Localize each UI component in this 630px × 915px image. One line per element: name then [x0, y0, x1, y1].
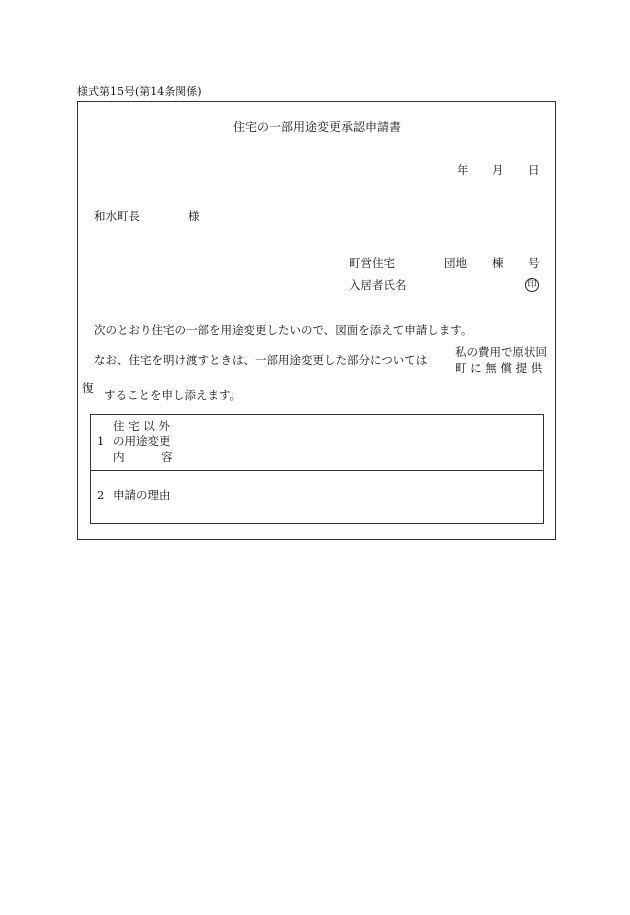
- body-line-1: 次のとおり住宅の一部を用途変更したいので、図面を添えて申請します。: [94, 323, 473, 337]
- seal-mark: 印: [525, 278, 539, 292]
- addressee-name: 和水町長: [94, 209, 140, 223]
- row2-number: 2: [97, 488, 105, 502]
- row1-label-line3-a: 内: [113, 450, 125, 464]
- row1-label-line2: の用途変更: [113, 434, 171, 448]
- form-number: 様式第15号(第14条関係): [77, 85, 202, 98]
- row1-label-line1: 住 宅 以 外: [113, 419, 170, 433]
- option-restore: 私の費用で原状回: [455, 345, 547, 359]
- date-day-label: 日: [528, 163, 540, 177]
- option-donate: 町 に 無 償 提 供: [455, 361, 543, 375]
- building-label: 棟: [492, 256, 504, 270]
- resident-name-label: 入居者氏名: [349, 278, 407, 292]
- body-line-3: することを申し添えます。: [104, 388, 242, 402]
- body-line-2: なお、住宅を明け渡すときは、一部用途変更した部分については: [94, 353, 428, 367]
- document-title: 住宅の一部用途変更承認申請書: [233, 120, 402, 134]
- body-fuku: 復: [82, 381, 94, 395]
- date-year-label: 年: [457, 163, 469, 177]
- housing-label: 町営住宅: [349, 256, 395, 270]
- date-month-label: 月: [492, 163, 504, 177]
- row1-number: 1: [97, 434, 105, 448]
- row1-label-line3-b: 容: [161, 450, 173, 464]
- number-label: 号: [528, 256, 540, 270]
- table-row-divider: [91, 470, 543, 471]
- row2-label: 申請の理由: [113, 488, 171, 502]
- addressee-honorific: 様: [188, 209, 200, 223]
- complex-label: 団地: [444, 256, 467, 270]
